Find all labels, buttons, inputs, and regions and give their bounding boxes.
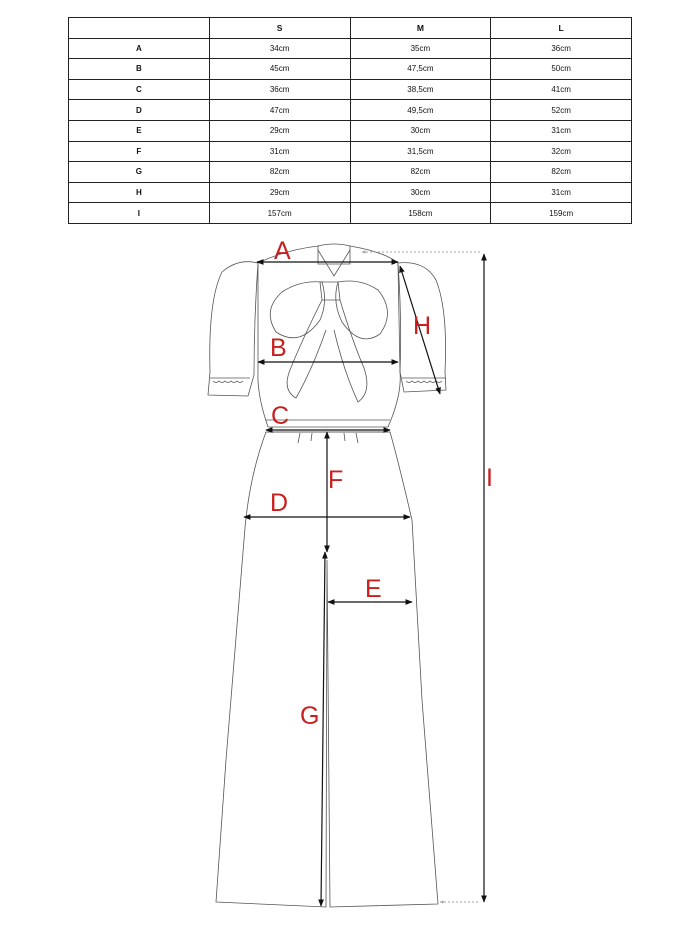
label-h: H — [413, 312, 432, 340]
row-label-cell: C — [69, 79, 210, 100]
size-value-cell: 50cm — [491, 59, 632, 80]
row-label-cell: F — [69, 141, 210, 162]
size-value-cell: 29cm — [209, 120, 350, 141]
size-value-cell: 35cm — [350, 38, 491, 59]
row-label-cell: I — [69, 203, 210, 224]
size-value-cell: 31cm — [491, 182, 632, 203]
size-value-cell: 47,5cm — [350, 59, 491, 80]
size-value-cell: 158cm — [350, 203, 491, 224]
size-value-cell: 47cm — [209, 100, 350, 121]
size-value-cell: 34cm — [209, 38, 350, 59]
row-label-cell: E — [69, 120, 210, 141]
size-value-cell: 82cm — [209, 162, 350, 183]
label-a: A — [274, 237, 291, 265]
size-value-cell: 157cm — [209, 203, 350, 224]
row-label-cell: B — [69, 59, 210, 80]
row-label-cell: H — [69, 182, 210, 203]
size-value-cell: 36cm — [491, 38, 632, 59]
garment-outline — [208, 244, 446, 907]
header-size-m: M — [350, 18, 491, 39]
row-label-cell: D — [69, 100, 210, 121]
header-size-s: S — [209, 18, 350, 39]
size-value-cell: 52cm — [491, 100, 632, 121]
size-value-cell: 31cm — [209, 141, 350, 162]
size-value-cell: 30cm — [350, 182, 491, 203]
size-value-cell: 38,5cm — [350, 79, 491, 100]
size-value-cell: 159cm — [491, 203, 632, 224]
size-value-cell: 82cm — [350, 162, 491, 183]
label-d: D — [270, 489, 289, 517]
label-c: C — [271, 402, 290, 430]
size-value-cell: 49,5cm — [350, 100, 491, 121]
label-b: B — [270, 334, 287, 362]
size-value-cell: 30cm — [350, 120, 491, 141]
label-g: G — [300, 702, 320, 730]
size-value-cell: 41cm — [491, 79, 632, 100]
size-value-cell: 31cm — [491, 120, 632, 141]
size-value-cell: 45cm — [209, 59, 350, 80]
size-value-cell: 82cm — [491, 162, 632, 183]
row-label-cell: G — [69, 162, 210, 183]
measurement-labels — [270, 237, 493, 730]
header-size-l: L — [491, 18, 632, 39]
label-f: F — [328, 466, 344, 494]
label-i: I — [486, 464, 493, 492]
size-value-cell: 32cm — [491, 141, 632, 162]
size-value-cell: 31,5cm — [350, 141, 491, 162]
row-label-cell: A — [69, 38, 210, 59]
size-value-cell: 29cm — [209, 182, 350, 203]
label-e: E — [365, 575, 382, 603]
size-value-cell: 36cm — [209, 79, 350, 100]
arrow-g — [321, 552, 325, 906]
